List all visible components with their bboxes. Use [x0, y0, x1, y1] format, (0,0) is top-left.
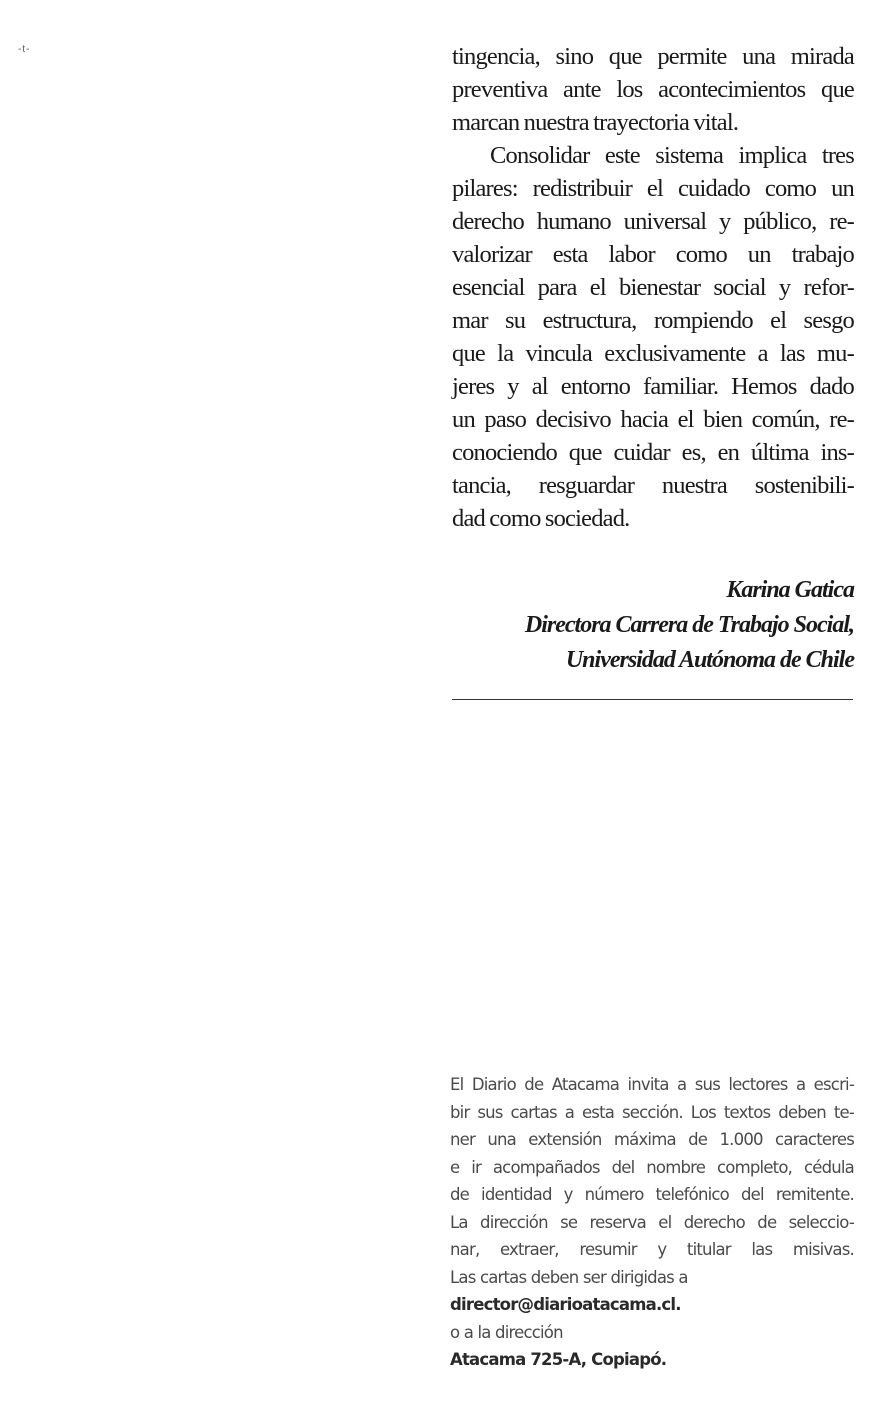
author-title: Directora Carrera de Trabajo Social, [524, 612, 854, 638]
notice-line: Las cartas deben ser dirigidas a [450, 1267, 688, 1287]
author-signature [452, 573, 854, 678]
text-line: dad como sociedad. [452, 505, 630, 532]
notice-line: ner una extensión máxima de 1.000 caracteres [450, 1130, 854, 1149]
author-name: Karina Gatica [726, 577, 854, 603]
notice-line: e ir acompañados del nombre completo, cédula [450, 1157, 854, 1177]
text-line: valorizar esta labor como un trabajo [452, 241, 854, 268]
notice-line: de identidad y número telefónico del remitente. [450, 1185, 854, 1204]
editor-email: director@diarioatacama.cl. [450, 1295, 681, 1314]
notice-line: El Diario de Atacama invita a sus lectores a escri- [450, 1075, 854, 1094]
letter-body [452, 40, 854, 535]
text-line: marcan nuestra trayectoria vital. [452, 109, 739, 136]
address-intro: o a la dirección [450, 1322, 563, 1342]
notice-line: bir sus cartas a esta sección. Los textos deben te- [450, 1102, 854, 1122]
section-divider [452, 699, 853, 700]
paragraph-2 [452, 139, 854, 535]
postal-address: Atacama 725-A, Copiapó. [450, 1350, 667, 1369]
text-line: mar su estructura, rompiendo el sesgo [452, 307, 854, 334]
text-line: que la vincula exclusivamente a las mu- [452, 340, 854, 367]
paragraph-1 [452, 40, 854, 139]
text-line: Consolidar este sistema implica tres [490, 142, 854, 169]
text-line: tancia, resguardar nuestra sostenibili- [452, 472, 854, 499]
text-line: un paso decisivo hacia el bien común, re- [452, 406, 854, 433]
notice-line: La dirección se reserva el derecho de seleccio- [450, 1212, 854, 1232]
text-line: derecho humano universal y público, re- [452, 208, 854, 235]
reader-letters-notice [450, 1071, 854, 1374]
author-institution: Universidad Autónoma de Chile [565, 647, 854, 673]
notice-line: nar, extraer, resumir y titular las misivas. [450, 1240, 854, 1259]
text-line: preventiva ante los acontecimientos que [452, 76, 854, 103]
text-line: jeres y al entorno familiar. Hemos dado [452, 373, 854, 400]
corner-mark: -t- [18, 44, 31, 55]
text-line: tingencia, sino que permite una mirada [452, 43, 854, 70]
text-line: conociendo que cuidar es, en última ins- [452, 439, 854, 466]
text-line: esencial para el bienestar social y refor- [452, 274, 854, 301]
text-line: pilares: redistribuir el cuidado como un [452, 175, 854, 202]
